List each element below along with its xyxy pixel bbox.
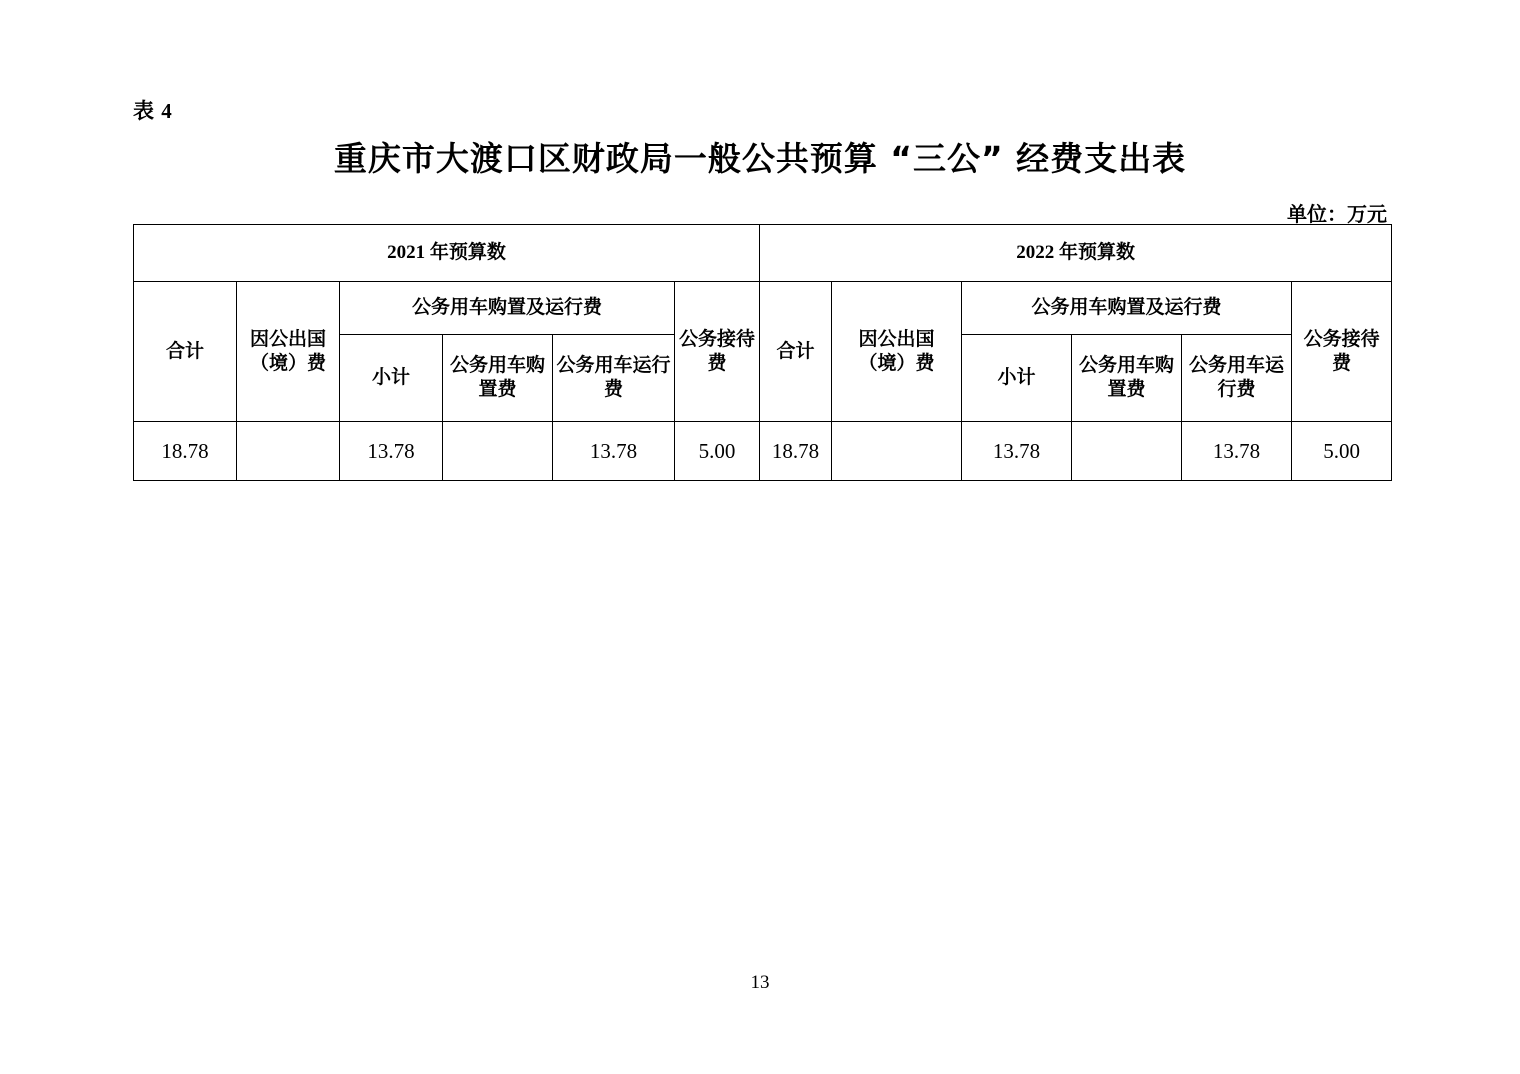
col-vehicle-purchase-2022: 公务用车购置费 bbox=[1072, 335, 1182, 422]
col-vehicle-purchase-2021: 公务用车购置费 bbox=[443, 335, 553, 422]
col-total-2021: 合计 bbox=[134, 282, 237, 422]
col-total-2022: 合计 bbox=[760, 282, 832, 422]
col-abroad-2021: 因公出国（境）费 bbox=[237, 282, 340, 422]
unit-note: 单位：万元 bbox=[1287, 204, 1387, 226]
col-vehicle-subtotal-2021: 小计 bbox=[340, 335, 443, 422]
value-vehicle-subtotal-2021: 13.78 bbox=[340, 422, 443, 481]
value-reception-2021: 5.00 bbox=[675, 422, 760, 481]
budget-table-container bbox=[133, 224, 1391, 481]
table-label: 表 4 bbox=[133, 99, 173, 123]
col-vehicle-group-2021: 公务用车购置及运行费 bbox=[340, 282, 675, 335]
value-reception-2022: 5.00 bbox=[1292, 422, 1392, 481]
table-row-year-header bbox=[134, 225, 1392, 282]
col-vehicle-group-2022: 公务用车购置及运行费 bbox=[962, 282, 1292, 335]
year-header-2021: 2021 年预算数 bbox=[134, 225, 760, 282]
three-public-expenses-table bbox=[133, 224, 1392, 481]
year-header-2022: 2022 年预算数 bbox=[760, 225, 1392, 282]
col-abroad-2022: 因公出国（境）费 bbox=[832, 282, 962, 422]
col-reception-2022: 公务接待费 bbox=[1292, 282, 1392, 422]
col-vehicle-operation-2021: 公务用车运行费 bbox=[553, 335, 675, 422]
page-number: 13 bbox=[750, 972, 770, 993]
value-vehicle-operation-2021: 13.78 bbox=[553, 422, 675, 481]
col-vehicle-subtotal-2022: 小计 bbox=[962, 335, 1072, 422]
value-vehicle-purchase-2022 bbox=[1072, 422, 1182, 481]
value-total-2021: 18.78 bbox=[134, 422, 237, 481]
value-abroad-2022 bbox=[832, 422, 962, 481]
table-row-values bbox=[134, 422, 1392, 481]
col-vehicle-operation-2022: 公务用车运行费 bbox=[1182, 335, 1292, 422]
col-reception-2021: 公务接待费 bbox=[675, 282, 760, 422]
table-row-group-header bbox=[134, 282, 1392, 335]
value-total-2022: 18.78 bbox=[760, 422, 832, 481]
value-vehicle-operation-2022: 13.78 bbox=[1182, 422, 1292, 481]
value-abroad-2021 bbox=[237, 422, 340, 481]
value-vehicle-subtotal-2022: 13.78 bbox=[962, 422, 1072, 481]
page-title: 重庆市大渡口区财政局一般公共预算 “三公” 经费支出表 bbox=[333, 139, 1187, 178]
value-vehicle-purchase-2021 bbox=[443, 422, 553, 481]
